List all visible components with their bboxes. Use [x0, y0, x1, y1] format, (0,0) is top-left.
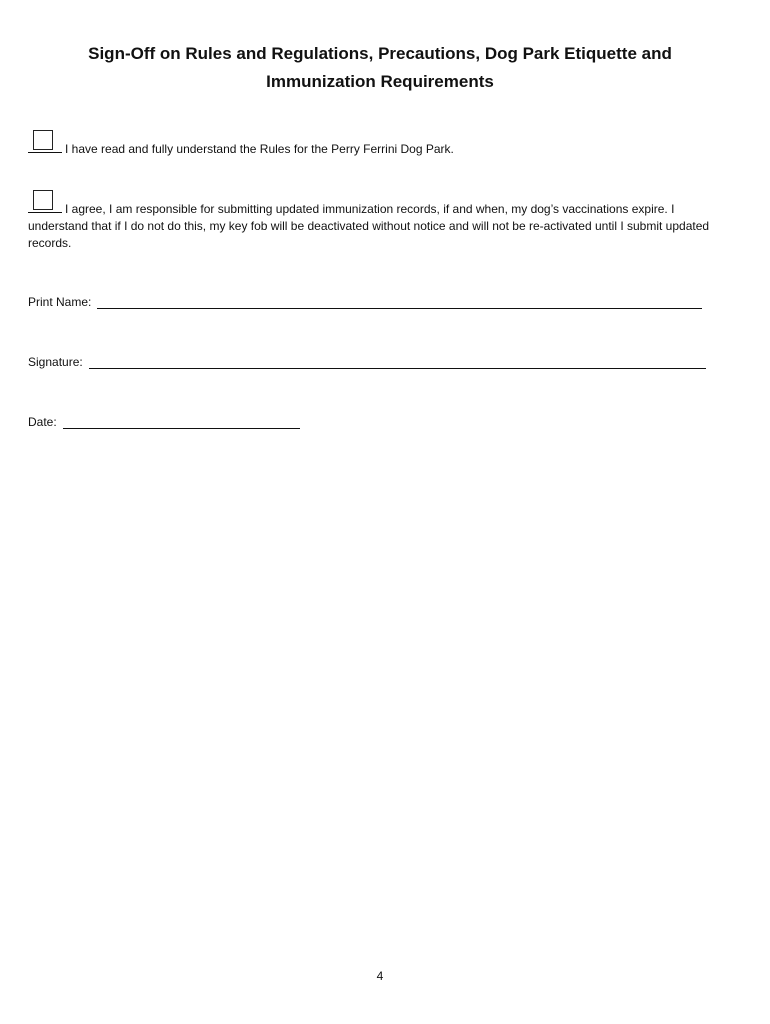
title-line-2: Immunization Requirements [266, 72, 494, 91]
print-name-field[interactable] [97, 295, 702, 309]
acknowledgement-rules [28, 139, 724, 158]
checkbox-rules-container [28, 139, 62, 153]
print-name-label: Print Name: [28, 295, 92, 309]
date-label: Date: [28, 415, 57, 429]
checkbox-rules[interactable] [33, 130, 53, 150]
acknowledgement-immunization-text: I agree, I am responsible for submitting updated immunization records, if and when, my dog’s vaccinations expire. I understand that if I do not do this, my key fob will be deactivated without notice and will not be re-activated until I submit updated records. [28, 202, 710, 250]
title-line-1: Sign-Off on Rules and Regulations, Precautions, Dog Park Etiquette and [88, 44, 672, 63]
checkbox-underline [28, 212, 62, 213]
acknowledgement-rules-text: I have read and fully understand the Rules for the Perry Ferrini Dog Park. [65, 142, 454, 156]
acknowledgement-immunization [28, 199, 724, 252]
page-title [40, 40, 720, 96]
print-name-row [28, 294, 702, 311]
checkbox-underline [28, 152, 62, 153]
signature-field[interactable] [89, 355, 706, 369]
page-number: 4 [376, 969, 384, 983]
checkbox-immunization-container [28, 199, 62, 213]
signature-row [28, 354, 706, 371]
signature-label: Signature: [28, 355, 83, 369]
date-field[interactable] [63, 415, 300, 429]
checkbox-immunization[interactable] [33, 190, 53, 210]
date-row [28, 414, 300, 431]
